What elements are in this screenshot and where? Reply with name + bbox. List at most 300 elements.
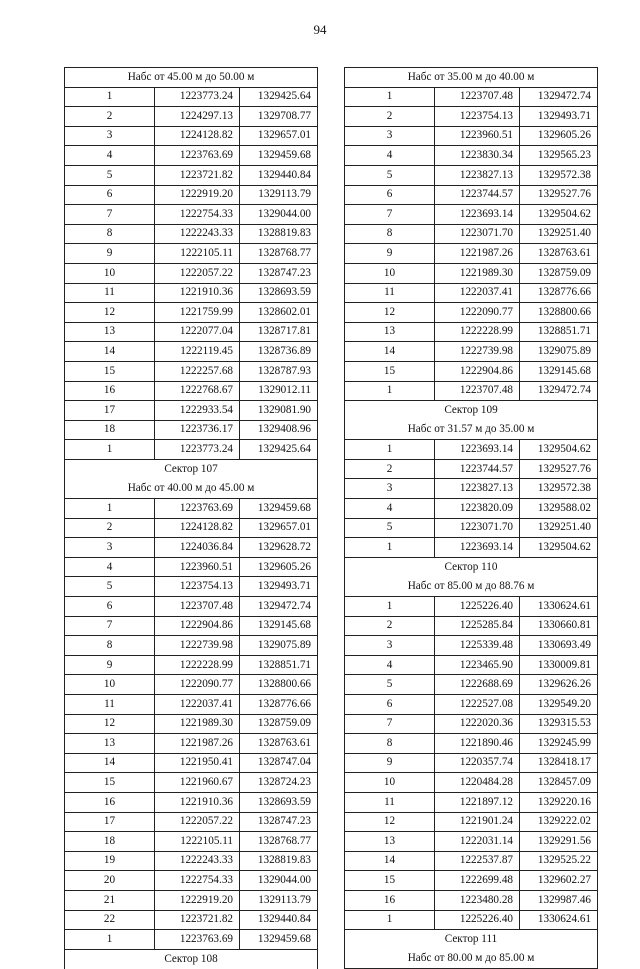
table-row <box>65 361 318 381</box>
y-coordinate-cell: 1329549.20 <box>520 695 598 715</box>
sector-title: Сектор 110 <box>345 557 598 577</box>
table-row <box>345 87 598 107</box>
y-coordinate-cell: 1329012.11 <box>240 381 318 401</box>
point-number-cell: 8 <box>345 734 435 754</box>
point-number-cell: 1 <box>345 538 435 558</box>
x-coordinate-cell: 1221897.12 <box>435 792 520 812</box>
y-coordinate-cell: 1329472.74 <box>520 87 598 107</box>
elevation-range-header: Набс от 45.00 м до 50.00 м <box>65 68 318 88</box>
point-number-cell: 11 <box>65 283 155 303</box>
table-row <box>345 518 598 538</box>
table-row <box>345 616 598 636</box>
y-coordinate-cell: 1330660.81 <box>520 616 598 636</box>
point-number-cell: 3 <box>345 126 435 146</box>
point-number-cell: 8 <box>65 636 155 656</box>
page-number: 94 <box>313 22 327 37</box>
y-coordinate-cell: 1328800.66 <box>520 303 598 323</box>
y-coordinate-cell: 1329075.89 <box>520 342 598 362</box>
table-row <box>65 165 318 185</box>
point-number-cell: 13 <box>345 322 435 342</box>
table-row <box>65 342 318 362</box>
point-number-cell: 1 <box>345 910 435 930</box>
x-coordinate-cell: 1224128.82 <box>155 518 240 538</box>
y-coordinate-cell: 1329493.71 <box>240 577 318 597</box>
point-number-cell: 1 <box>65 930 155 950</box>
table-row <box>65 734 318 754</box>
y-coordinate-cell: 1328736.89 <box>240 342 318 362</box>
table-row <box>65 753 318 773</box>
x-coordinate-cell: 1223763.69 <box>155 930 240 950</box>
x-coordinate-cell: 1222699.48 <box>435 871 520 891</box>
point-number-cell: 17 <box>65 401 155 421</box>
point-number-cell: 16 <box>345 890 435 910</box>
point-number-cell: 2 <box>65 107 155 127</box>
y-coordinate-cell: 1329605.26 <box>520 126 598 146</box>
y-coordinate-cell: 1329113.79 <box>240 185 318 205</box>
y-coordinate-cell: 1329245.99 <box>520 734 598 754</box>
x-coordinate-cell: 1222020.36 <box>435 714 520 734</box>
point-number-cell: 4 <box>345 499 435 519</box>
x-coordinate-cell: 1222739.98 <box>435 342 520 362</box>
y-coordinate-cell: 1329075.89 <box>240 636 318 656</box>
sector-title-row <box>65 459 318 479</box>
y-coordinate-cell: 1330693.49 <box>520 636 598 656</box>
elevation-range-header: Набс от 40.00 м до 45.00 м <box>65 479 318 499</box>
x-coordinate-cell: 1221890.46 <box>435 734 520 754</box>
table-row <box>345 322 598 342</box>
y-coordinate-cell: 1329459.68 <box>240 499 318 519</box>
point-number-cell: 5 <box>345 518 435 538</box>
table-row <box>65 205 318 225</box>
y-coordinate-cell: 1329504.62 <box>520 205 598 225</box>
point-number-cell: 2 <box>65 518 155 538</box>
x-coordinate-cell: 1223693.14 <box>435 440 520 460</box>
elevation-range-header: Набс от 80.00 м до 85.00 м <box>345 949 598 969</box>
y-coordinate-cell: 1329459.68 <box>240 146 318 166</box>
x-coordinate-cell: 1222904.86 <box>435 361 520 381</box>
y-coordinate-cell: 1329565.23 <box>520 146 598 166</box>
table-row <box>65 283 318 303</box>
table-row <box>65 244 318 264</box>
point-number-cell: 1 <box>345 597 435 617</box>
point-number-cell: 4 <box>345 146 435 166</box>
y-coordinate-cell: 1328800.66 <box>240 675 318 695</box>
table-row <box>345 734 598 754</box>
x-coordinate-cell: 1222688.69 <box>435 675 520 695</box>
y-coordinate-cell: 1328819.83 <box>240 851 318 871</box>
y-coordinate-cell: 1329588.02 <box>520 499 598 519</box>
x-coordinate-cell: 1223707.48 <box>155 597 240 617</box>
table-row <box>65 792 318 812</box>
point-number-cell: 11 <box>65 695 155 715</box>
x-coordinate-cell: 1225226.40 <box>435 597 520 617</box>
table-row <box>65 126 318 146</box>
point-number-cell: 6 <box>65 185 155 205</box>
table-row <box>65 832 318 852</box>
point-number-cell: 1 <box>65 87 155 107</box>
x-coordinate-cell: 1222904.86 <box>155 616 240 636</box>
table-row <box>345 753 598 773</box>
x-coordinate-cell: 1223763.69 <box>155 499 240 519</box>
x-coordinate-cell: 1221759.99 <box>155 303 240 323</box>
y-coordinate-cell: 1328747.23 <box>240 263 318 283</box>
x-coordinate-cell: 1222119.45 <box>155 342 240 362</box>
sector-title: Сектор 107 <box>65 459 318 479</box>
table-row <box>345 185 598 205</box>
elevation-range-header: Набс от 35.00 м до 40.00 м <box>345 68 598 88</box>
table-row <box>345 871 598 891</box>
point-number-cell: 19 <box>65 851 155 871</box>
x-coordinate-cell: 1221987.26 <box>435 244 520 264</box>
x-coordinate-cell: 1223820.09 <box>435 499 520 519</box>
table-row <box>65 930 318 950</box>
point-number-cell: 5 <box>345 165 435 185</box>
y-coordinate-cell: 1328693.59 <box>240 283 318 303</box>
point-number-cell: 3 <box>345 636 435 656</box>
sector-title-row <box>65 949 318 969</box>
y-coordinate-cell: 1329527.76 <box>520 459 598 479</box>
point-number-cell: 5 <box>65 165 155 185</box>
y-coordinate-cell: 1329113.79 <box>240 890 318 910</box>
y-coordinate-cell: 1329572.38 <box>520 165 598 185</box>
x-coordinate-cell: 1223960.51 <box>155 557 240 577</box>
elevation-range-header-row <box>345 68 598 88</box>
y-coordinate-cell: 1329572.38 <box>520 479 598 499</box>
point-number-cell: 9 <box>65 244 155 264</box>
y-coordinate-cell: 1328747.04 <box>240 753 318 773</box>
y-coordinate-cell: 1328457.09 <box>520 773 598 793</box>
table-row <box>345 773 598 793</box>
y-coordinate-cell: 1329315.53 <box>520 714 598 734</box>
point-number-cell: 8 <box>345 224 435 244</box>
point-number-cell: 13 <box>65 322 155 342</box>
table-row <box>65 263 318 283</box>
x-coordinate-cell: 1222105.11 <box>155 244 240 264</box>
y-coordinate-cell: 1329628.72 <box>240 538 318 558</box>
y-coordinate-cell: 1328724.23 <box>240 773 318 793</box>
point-number-cell: 15 <box>345 361 435 381</box>
y-coordinate-cell: 1329145.68 <box>240 616 318 636</box>
y-coordinate-cell: 1329222.02 <box>520 812 598 832</box>
x-coordinate-cell: 1222077.04 <box>155 322 240 342</box>
table-row <box>345 792 598 812</box>
y-coordinate-cell: 1328747.23 <box>240 812 318 832</box>
point-number-cell: 4 <box>345 655 435 675</box>
point-number-cell: 10 <box>65 263 155 283</box>
y-coordinate-cell: 1328851.71 <box>520 322 598 342</box>
table-row <box>345 675 598 695</box>
coordinate-table-left <box>64 67 318 969</box>
x-coordinate-cell: 1221910.36 <box>155 283 240 303</box>
point-number-cell: 1 <box>65 440 155 460</box>
x-coordinate-cell: 1222037.41 <box>435 283 520 303</box>
y-coordinate-cell: 1329472.74 <box>520 381 598 401</box>
point-number-cell: 10 <box>345 263 435 283</box>
point-number-cell: 14 <box>345 851 435 871</box>
point-number-cell: 7 <box>65 205 155 225</box>
y-coordinate-cell: 1330624.61 <box>520 597 598 617</box>
x-coordinate-cell: 1223693.14 <box>435 538 520 558</box>
table-row <box>65 224 318 244</box>
y-coordinate-cell: 1329044.00 <box>240 871 318 891</box>
point-number-cell: 1 <box>345 381 435 401</box>
y-coordinate-cell: 1328787.93 <box>240 361 318 381</box>
table-row <box>65 538 318 558</box>
point-number-cell: 22 <box>65 910 155 930</box>
sector-title: Сектор 109 <box>345 401 598 421</box>
table-row <box>65 185 318 205</box>
point-number-cell: 18 <box>65 420 155 440</box>
table-row <box>345 244 598 264</box>
table-row <box>345 636 598 656</box>
x-coordinate-cell: 1222257.68 <box>155 361 240 381</box>
x-coordinate-cell: 1220484.28 <box>435 773 520 793</box>
sector-title-row <box>345 557 598 577</box>
table-row <box>65 440 318 460</box>
x-coordinate-cell: 1223071.70 <box>435 518 520 538</box>
point-number-cell: 3 <box>345 479 435 499</box>
y-coordinate-cell: 1328763.61 <box>520 244 598 264</box>
point-number-cell: 6 <box>65 597 155 617</box>
table-row <box>65 577 318 597</box>
x-coordinate-cell: 1225285.84 <box>435 616 520 636</box>
x-coordinate-cell: 1223721.82 <box>155 910 240 930</box>
table-row <box>345 303 598 323</box>
x-coordinate-cell: 1223693.14 <box>435 205 520 225</box>
x-coordinate-cell: 1221960.67 <box>155 773 240 793</box>
table-row <box>65 616 318 636</box>
table-row <box>65 871 318 891</box>
table-row <box>345 597 598 617</box>
y-coordinate-cell: 1329291.56 <box>520 832 598 852</box>
x-coordinate-cell: 1222243.33 <box>155 224 240 244</box>
table-row <box>65 303 318 323</box>
table-row <box>65 420 318 440</box>
table-row <box>65 401 318 421</box>
x-coordinate-cell: 1222228.99 <box>155 655 240 675</box>
point-number-cell: 9 <box>65 655 155 675</box>
table-row <box>65 636 318 656</box>
x-coordinate-cell: 1223960.51 <box>435 126 520 146</box>
point-number-cell: 5 <box>65 577 155 597</box>
x-coordinate-cell: 1222754.33 <box>155 871 240 891</box>
table-row <box>345 224 598 244</box>
y-coordinate-cell: 1328759.09 <box>520 263 598 283</box>
coordinate-table-right <box>344 67 598 969</box>
x-coordinate-cell: 1223763.69 <box>155 146 240 166</box>
table-row <box>345 381 598 401</box>
point-number-cell: 15 <box>345 871 435 891</box>
x-coordinate-cell: 1222527.08 <box>435 695 520 715</box>
table-row <box>65 695 318 715</box>
table-row <box>345 832 598 852</box>
elevation-range-header-row <box>345 949 598 969</box>
y-coordinate-cell: 1328776.66 <box>520 283 598 303</box>
y-coordinate-cell: 1328763.61 <box>240 734 318 754</box>
elevation-range-header: Набс от 85.00 м до 88.76 м <box>345 577 598 597</box>
table-row <box>65 518 318 538</box>
table-row <box>345 910 598 930</box>
table-row <box>65 322 318 342</box>
x-coordinate-cell: 1220357.74 <box>435 753 520 773</box>
point-number-cell: 7 <box>65 616 155 636</box>
table-row <box>345 538 598 558</box>
table-row <box>65 890 318 910</box>
table-row <box>65 597 318 617</box>
x-coordinate-cell: 1223721.82 <box>155 165 240 185</box>
x-coordinate-cell: 1223480.28 <box>435 890 520 910</box>
table-row <box>345 205 598 225</box>
y-coordinate-cell: 1329708.77 <box>240 107 318 127</box>
y-coordinate-cell: 1328717.81 <box>240 322 318 342</box>
point-number-cell: 16 <box>65 792 155 812</box>
point-number-cell: 3 <box>65 126 155 146</box>
elevation-range-header-row <box>65 68 318 88</box>
x-coordinate-cell: 1222090.77 <box>435 303 520 323</box>
y-coordinate-cell: 1328418.17 <box>520 753 598 773</box>
table-row <box>345 146 598 166</box>
y-coordinate-cell: 1329987.46 <box>520 890 598 910</box>
point-number-cell: 7 <box>345 205 435 225</box>
table-row <box>345 812 598 832</box>
x-coordinate-cell: 1223827.13 <box>435 165 520 185</box>
sector-title-row <box>345 930 598 950</box>
x-coordinate-cell: 1225339.48 <box>435 636 520 656</box>
point-number-cell: 15 <box>65 773 155 793</box>
x-coordinate-cell: 1223773.24 <box>155 87 240 107</box>
x-coordinate-cell: 1222031.14 <box>435 832 520 852</box>
y-coordinate-cell: 1329425.64 <box>240 440 318 460</box>
sector-title-row <box>345 401 598 421</box>
table-row <box>65 381 318 401</box>
table-row <box>345 479 598 499</box>
y-coordinate-cell: 1330009.81 <box>520 655 598 675</box>
y-coordinate-cell: 1328819.83 <box>240 224 318 244</box>
point-number-cell: 20 <box>65 871 155 891</box>
y-coordinate-cell: 1329472.74 <box>240 597 318 617</box>
table-row <box>65 773 318 793</box>
point-number-cell: 8 <box>65 224 155 244</box>
table-row <box>65 714 318 734</box>
y-coordinate-cell: 1328602.01 <box>240 303 318 323</box>
y-coordinate-cell: 1329493.71 <box>520 107 598 127</box>
table-row <box>65 146 318 166</box>
y-coordinate-cell: 1329251.40 <box>520 518 598 538</box>
point-number-cell: 9 <box>345 753 435 773</box>
x-coordinate-cell: 1223827.13 <box>435 479 520 499</box>
x-coordinate-cell: 1222537.87 <box>435 851 520 871</box>
table-row <box>345 342 598 362</box>
y-coordinate-cell: 1328851.71 <box>240 655 318 675</box>
point-number-cell: 14 <box>65 342 155 362</box>
x-coordinate-cell: 1222057.22 <box>155 263 240 283</box>
y-coordinate-cell: 1329527.76 <box>520 185 598 205</box>
y-coordinate-cell: 1329657.01 <box>240 518 318 538</box>
point-number-cell: 12 <box>345 812 435 832</box>
point-number-cell: 1 <box>345 87 435 107</box>
table-row <box>345 890 598 910</box>
y-coordinate-cell: 1329504.62 <box>520 440 598 460</box>
table-row <box>345 126 598 146</box>
table-row <box>345 851 598 871</box>
x-coordinate-cell: 1221989.30 <box>435 263 520 283</box>
table-row <box>65 851 318 871</box>
point-number-cell: 4 <box>65 557 155 577</box>
elevation-range-header-row <box>345 577 598 597</box>
x-coordinate-cell: 1222768.67 <box>155 381 240 401</box>
point-number-cell: 3 <box>65 538 155 558</box>
point-number-cell: 2 <box>345 459 435 479</box>
x-coordinate-cell: 1223071.70 <box>435 224 520 244</box>
x-coordinate-cell: 1221910.36 <box>155 792 240 812</box>
table-body <box>345 68 598 969</box>
table-row <box>65 655 318 675</box>
table-row <box>345 361 598 381</box>
x-coordinate-cell: 1223773.24 <box>155 440 240 460</box>
x-coordinate-cell: 1222919.20 <box>155 185 240 205</box>
point-number-cell: 6 <box>345 695 435 715</box>
x-coordinate-cell: 1222919.20 <box>155 890 240 910</box>
point-number-cell: 6 <box>345 185 435 205</box>
x-coordinate-cell: 1224128.82 <box>155 126 240 146</box>
y-coordinate-cell: 1329657.01 <box>240 126 318 146</box>
point-number-cell: 9 <box>345 244 435 264</box>
table-row <box>345 263 598 283</box>
y-coordinate-cell: 1328693.59 <box>240 792 318 812</box>
point-number-cell: 18 <box>65 832 155 852</box>
table-body <box>65 68 318 969</box>
point-number-cell: 1 <box>65 499 155 519</box>
y-coordinate-cell: 1329251.40 <box>520 224 598 244</box>
x-coordinate-cell: 1222754.33 <box>155 205 240 225</box>
point-number-cell: 14 <box>65 753 155 773</box>
point-number-cell: 12 <box>65 303 155 323</box>
table-row <box>65 557 318 577</box>
y-coordinate-cell: 1329602.27 <box>520 871 598 891</box>
point-number-cell: 15 <box>65 361 155 381</box>
table-row <box>65 499 318 519</box>
y-coordinate-cell: 1329044.00 <box>240 205 318 225</box>
y-coordinate-cell: 1329504.62 <box>520 538 598 558</box>
point-number-cell: 7 <box>345 714 435 734</box>
y-coordinate-cell: 1328759.09 <box>240 714 318 734</box>
point-number-cell: 13 <box>65 734 155 754</box>
x-coordinate-cell: 1222739.98 <box>155 636 240 656</box>
y-coordinate-cell: 1329440.84 <box>240 910 318 930</box>
x-coordinate-cell: 1222228.99 <box>435 322 520 342</box>
x-coordinate-cell: 1221950.41 <box>155 753 240 773</box>
table-row <box>345 655 598 675</box>
x-coordinate-cell: 1223707.48 <box>435 381 520 401</box>
point-number-cell: 12 <box>345 303 435 323</box>
x-coordinate-cell: 1223744.57 <box>435 459 520 479</box>
table-row <box>345 440 598 460</box>
y-coordinate-cell: 1329081.90 <box>240 401 318 421</box>
elevation-range-header-row <box>65 479 318 499</box>
y-coordinate-cell: 1329605.26 <box>240 557 318 577</box>
y-coordinate-cell: 1329145.68 <box>520 361 598 381</box>
y-coordinate-cell: 1328768.77 <box>240 832 318 852</box>
x-coordinate-cell: 1223465.90 <box>435 655 520 675</box>
point-number-cell: 1 <box>345 440 435 460</box>
table-row <box>345 695 598 715</box>
point-number-cell: 5 <box>345 675 435 695</box>
table-row <box>345 165 598 185</box>
table-row <box>65 812 318 832</box>
table-row <box>345 107 598 127</box>
x-coordinate-cell: 1223707.48 <box>435 87 520 107</box>
x-coordinate-cell: 1222057.22 <box>155 812 240 832</box>
